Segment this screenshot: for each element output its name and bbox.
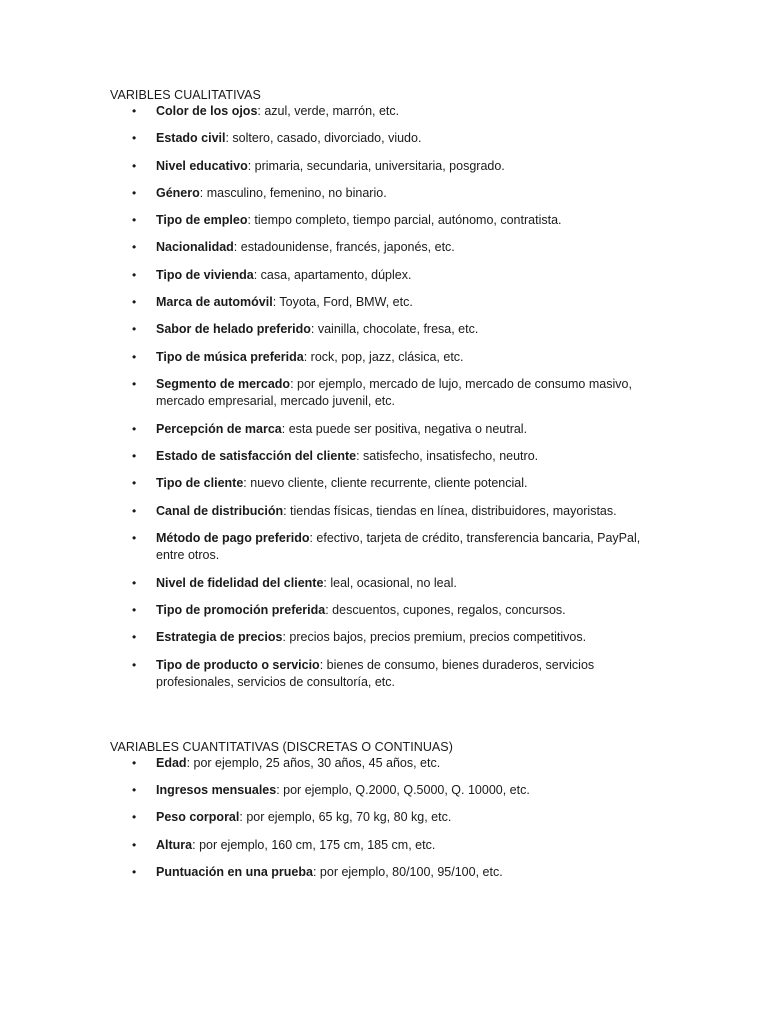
list-item: [110, 629, 668, 647]
variable-term: Tipo de empleo: [156, 213, 248, 228]
variable-examples: : nuevo cliente, cliente recurrente, cliente potencial.: [243, 476, 528, 491]
variable-term: Edad: [156, 755, 187, 770]
list-item: [110, 321, 668, 339]
bullet-icon: •: [132, 810, 137, 825]
variable-term: Color de los ojos: [156, 104, 258, 118]
variable-examples: : esta puede ser positiva, negativa o neutral.: [281, 421, 528, 436]
variable-term: Estado de satisfacción del cliente: [156, 449, 357, 464]
variable-term: Puntuación en una prueba: [156, 864, 313, 879]
variable-examples: : masculino, femenino, no binario.: [199, 185, 387, 200]
variable-examples: : primaria, secundaria, universitaria, posgrado.: [247, 158, 505, 173]
list-item: [110, 130, 668, 148]
variable-term: Sabor de helado preferido: [156, 322, 311, 337]
bullet-icon: •: [132, 267, 137, 282]
variable-examples: : rock, pop, jazz, clásica, etc.: [303, 349, 464, 364]
bullet-icon: •: [132, 322, 137, 337]
list-item: [110, 239, 668, 257]
bullet-icon: •: [132, 213, 137, 228]
list-item: [110, 809, 668, 827]
list-item: [110, 185, 668, 203]
variable-examples: : efectivo, tarjeta de crédito, transferencia bancaria, PayPal, entre otros.: [156, 530, 641, 563]
bullet-icon: •: [132, 185, 137, 200]
variable-examples: : por ejemplo, 25 años, 30 años, 45 años, etc.: [186, 755, 441, 770]
list-item: [110, 530, 668, 565]
variable-examples: : tiendas físicas, tiendas en línea, distribuidores, mayoristas.: [283, 503, 617, 518]
variable-term: Ingresos mensuales: [156, 782, 277, 797]
list-item: [110, 158, 668, 176]
variable-term: Nivel educativo: [156, 158, 248, 173]
variable-examples: : satisfecho, insatisfecho, neutro.: [356, 449, 539, 464]
variable-examples: : por ejemplo, 65 kg, 70 kg, 80 kg, etc.: [239, 810, 452, 825]
bullet-icon: •: [132, 295, 137, 310]
list-item: [110, 294, 668, 312]
qualitative-heading: VARIBLES CUALITATIVAS: [110, 88, 261, 102]
variable-examples: : estadounidense, francés, japonés, etc.: [233, 240, 455, 255]
list-item: [110, 475, 668, 493]
list-item: [110, 376, 668, 411]
bullet-icon: •: [132, 131, 137, 146]
bullet-icon: •: [132, 476, 137, 491]
variable-examples: : descuentos, cupones, regalos, concursos.: [325, 603, 566, 618]
list-item: [110, 657, 668, 692]
variable-term: Método de pago preferido: [156, 530, 310, 545]
variable-examples: : casa, apartamento, dúplex.: [253, 267, 412, 282]
variable-examples: : soltero, casado, divorciado, viudo.: [225, 131, 422, 146]
bullet-icon: •: [132, 782, 137, 797]
variable-term: Peso corporal: [156, 810, 240, 825]
variable-term: Segmento de mercado: [156, 376, 291, 391]
list-item: [110, 421, 668, 439]
list-item: [110, 602, 668, 620]
bullet-icon: •: [132, 837, 137, 852]
variable-term: Marca de automóvil: [156, 295, 273, 310]
variable-term: Tipo de cliente: [156, 476, 244, 491]
list-item: [110, 267, 668, 285]
quantitative-list: [110, 755, 668, 882]
variable-term: Tipo de vivienda: [156, 267, 254, 282]
variable-term: Tipo de promoción preferida: [156, 603, 326, 618]
variable-examples: : vainilla, chocolate, fresa, etc.: [310, 322, 479, 337]
variable-term: Canal de distribución: [156, 503, 284, 518]
variable-examples: : por ejemplo, 80/100, 95/100, etc.: [312, 864, 503, 879]
variable-examples: : por ejemplo, mercado de lujo, mercado de consumo masivo, mercado empresarial, mercado juvenil, etc.: [156, 376, 632, 409]
variable-examples: : Toyota, Ford, BMW, etc.: [272, 295, 413, 310]
variable-examples: : precios bajos, precios premium, precios competitivos.: [282, 630, 587, 645]
list-item: [110, 864, 668, 882]
list-item: [110, 103, 668, 121]
bullet-icon: •: [132, 158, 137, 173]
variable-term: Estrategia de precios: [156, 630, 283, 645]
variable-term: Estado civil: [156, 131, 226, 146]
variable-term: Nacionalidad: [156, 240, 234, 255]
variable-examples: : por ejemplo, Q.2000, Q.5000, Q. 10000, etc.: [276, 782, 530, 797]
variable-term: Nivel de fidelidad del cliente: [156, 575, 324, 590]
variable-examples: : azul, verde, marrón, etc.: [257, 104, 400, 118]
bullet-icon: •: [132, 603, 137, 618]
list-item: [110, 503, 668, 521]
variable-term: Género: [156, 185, 200, 200]
variable-term: Percepción de marca: [156, 421, 282, 436]
variable-term: Tipo de música preferida: [156, 349, 304, 364]
quantitative-heading: VARIABLES CUANTITATIVAS (DISCRETAS O CONTINUAS): [110, 739, 453, 754]
list-item: [110, 755, 668, 773]
variable-term: Tipo de producto o servicio: [156, 657, 320, 672]
bullet-icon: •: [132, 530, 137, 545]
bullet-icon: •: [132, 449, 137, 464]
bullet-icon: •: [132, 575, 137, 590]
variable-examples: : bienes de consumo, bienes duraderos, servicios profesionales, servicios de consultoría, etc.: [156, 657, 595, 690]
qualitative-list: [110, 103, 668, 692]
variable-term: Altura: [156, 837, 193, 852]
bullet-icon: •: [132, 421, 137, 436]
bullet-icon: •: [132, 503, 137, 518]
variable-examples: : tiempo completo, tiempo parcial, autónomo, contratista.: [247, 213, 562, 228]
bullet-icon: •: [132, 630, 137, 645]
list-item: [110, 349, 668, 367]
bullet-icon: •: [132, 349, 137, 364]
bullet-icon: •: [132, 240, 137, 255]
list-item: [110, 575, 668, 593]
list-item: [110, 212, 668, 230]
bullet-icon: •: [132, 657, 137, 672]
bullet-icon: •: [132, 104, 137, 118]
list-item: [110, 448, 668, 466]
list-item: [110, 782, 668, 800]
bullet-icon: •: [132, 864, 137, 879]
list-item: [110, 837, 668, 855]
bullet-icon: •: [132, 755, 137, 770]
variable-examples: : leal, ocasional, no leal.: [323, 575, 457, 590]
variable-examples: : por ejemplo, 160 cm, 175 cm, 185 cm, etc.: [192, 837, 436, 852]
bullet-icon: •: [132, 376, 137, 391]
